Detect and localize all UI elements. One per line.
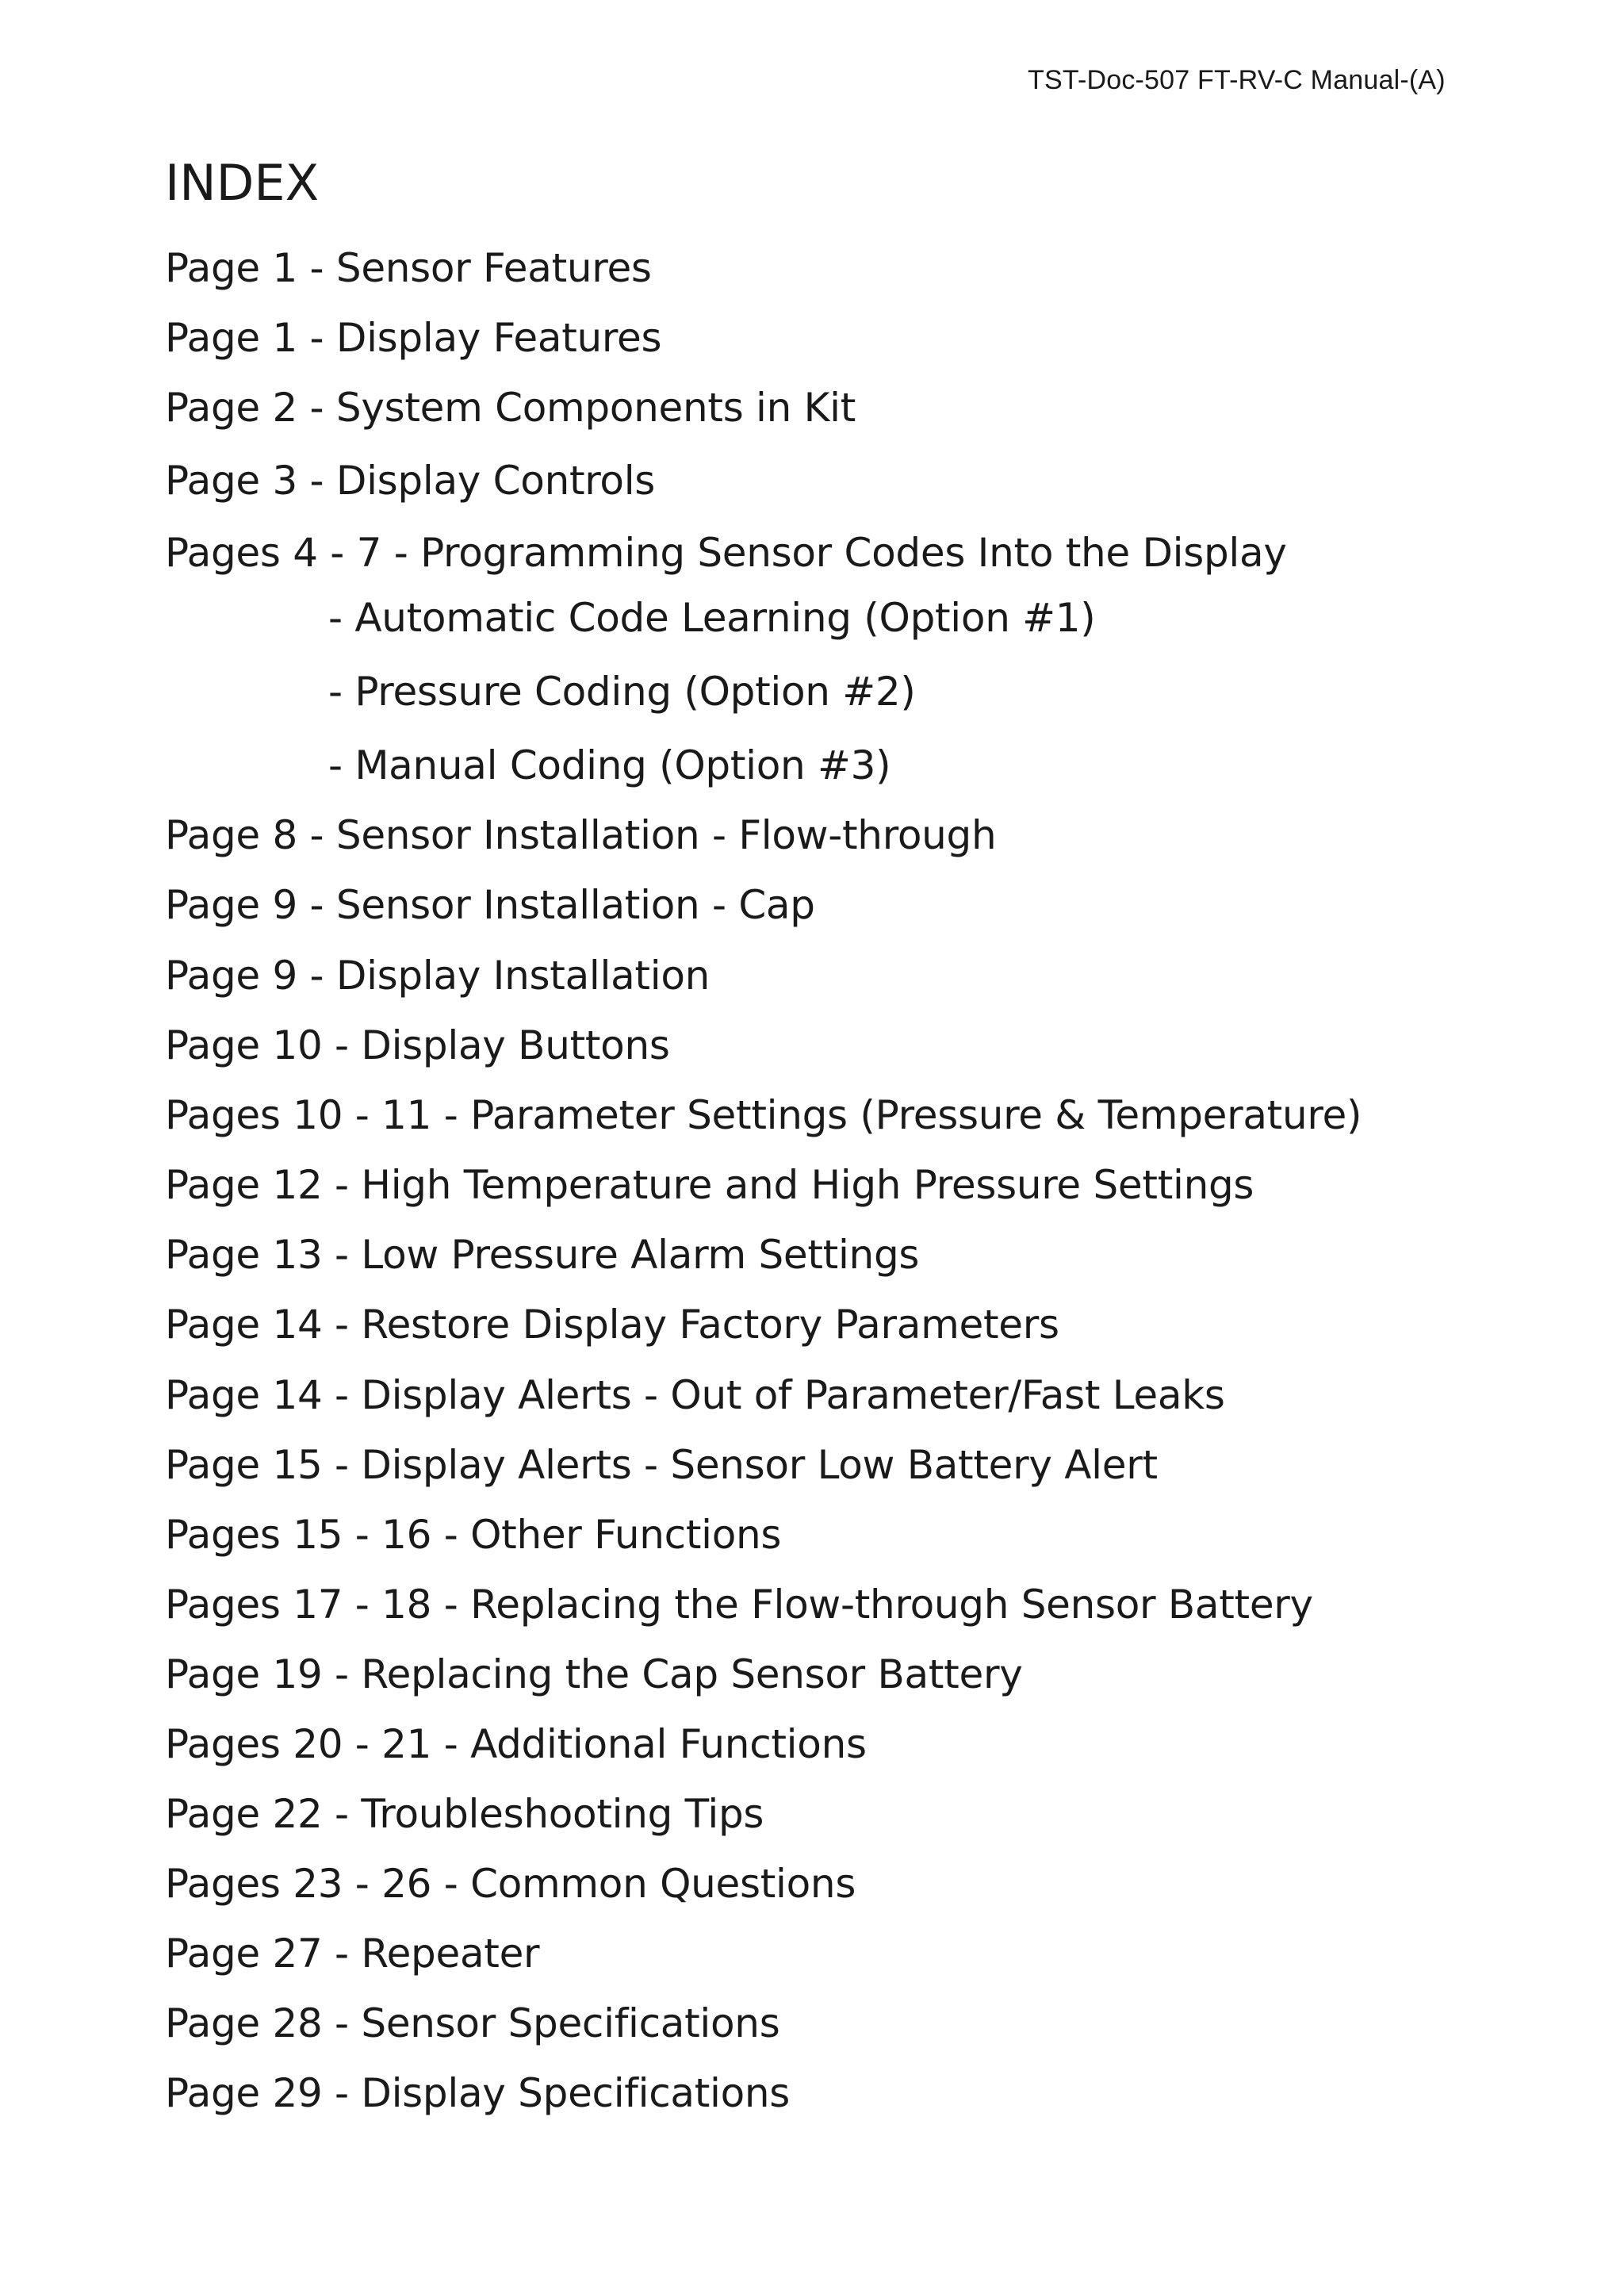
index-title: INDEX: [165, 154, 320, 212]
index-entry: Pages 20 - 21 - Additional Functions: [165, 1721, 867, 1767]
index-entry: Pages 10 - 11 - Parameter Settings (Pressure & Temperature): [165, 1092, 1362, 1138]
index-entry: Page 10 - Display Buttons: [165, 1022, 670, 1068]
index-entry: Pages 15 - 16 - Other Functions: [165, 1512, 782, 1558]
index-entry: Page 9 - Display Installation: [165, 953, 710, 999]
index-entry: Page 19 - Replacing the Cap Sensor Battery: [165, 1651, 1023, 1697]
index-entry: Pages 17 - 18 - Replacing the Flow-through Sensor Battery: [165, 1582, 1313, 1628]
index-entry: Page 3 - Display Controls: [165, 458, 656, 504]
index-entry: Page 14 - Display Alerts - Out of Parameter/Fast Leaks: [165, 1372, 1225, 1418]
index-entry: Page 12 - High Temperature and High Pressure Settings: [165, 1162, 1254, 1208]
index-entry: Page 14 - Restore Display Factory Parameters: [165, 1302, 1059, 1348]
index-entry: Page 29 - Display Specifications: [165, 2070, 791, 2116]
index-entry: Page 27 - Repeater: [165, 1931, 540, 1977]
index-entry: Page 15 - Display Alerts - Sensor Low Battery Alert: [165, 1442, 1158, 1488]
index-subentry: - Pressure Coding (Option #2): [328, 669, 916, 715]
index-entry: Page 2 - System Components in Kit: [165, 385, 856, 431]
index-entry: Page 8 - Sensor Installation - Flow-through: [165, 812, 997, 858]
index-entry: Page 13 - Low Pressure Alarm Settings: [165, 1232, 920, 1278]
index-entry: Pages 23 - 26 - Common Questions: [165, 1861, 856, 1907]
index-entry: Page 1 - Display Features: [165, 315, 662, 361]
index-entry: Pages 4 - 7 - Programming Sensor Codes Into the Display: [165, 530, 1287, 576]
index-entry: Page 28 - Sensor Specifications: [165, 2000, 780, 2046]
index-entry: Page 9 - Sensor Installation - Cap: [165, 882, 815, 928]
index-entry: Page 22 - Troubleshooting Tips: [165, 1791, 764, 1837]
index-subentry: - Automatic Code Learning (Option #1): [328, 595, 1096, 641]
index-subentry: - Manual Coding (Option #3): [328, 742, 891, 788]
document-id-header: TST-Doc-507 FT-RV-C Manual-(A): [1028, 65, 1446, 95]
index-entry: Page 1 - Sensor Features: [165, 245, 652, 291]
